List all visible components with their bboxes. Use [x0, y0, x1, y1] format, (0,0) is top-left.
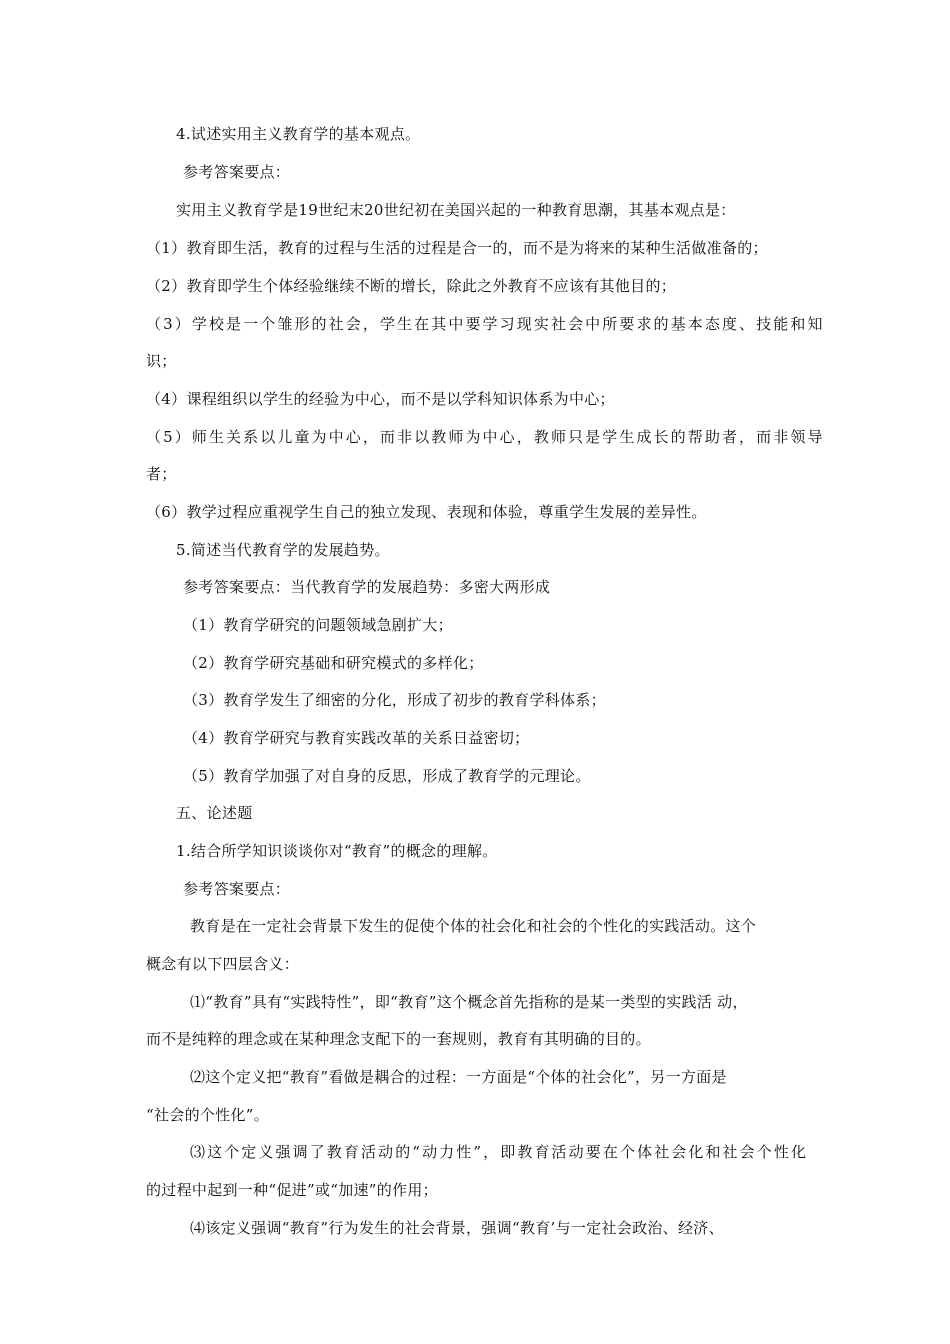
trend-item-4: （4）教育学研究与教育实践改革的关系日益密切； [183, 729, 530, 747]
list-item-1: （1）教育即生活，教育的过程与生活的过程是合一的，而不是为将来的某种生活做准备的； [146, 239, 768, 257]
trend-item-2: （2）教育学研究基础和研究模式的多样化； [183, 654, 484, 672]
answer-key-label: 参考答案要点： [183, 163, 291, 181]
meaning-item-4: ⑷该定义强调“教育”行为发生的社会背景，强调“教育’与一定社会政治、经济、 [190, 1219, 724, 1237]
trend-item-5: （5）教育学加强了对自身的反思，形成了教育学的元理论。 [183, 767, 591, 785]
essay-question-1: 1.结合所学知识谈谈你对“教育”的概念的理解。 [176, 842, 498, 860]
definition-paragraph-continued: 概念有以下四层含义： [146, 955, 300, 973]
meaning-item-2-continued: “社会的个性化”。 [146, 1106, 270, 1124]
answer-key-label: 参考答案要点： [183, 880, 291, 898]
meaning-item-2: ⑵这个定义把“教育”看做是耦合的过程：一方面是“个体的社会化”，另一方面是 [190, 1068, 727, 1086]
question-5-heading: 5.简述当代教育学的发展趋势。 [176, 541, 390, 559]
section-heading: 五、论述题 [176, 804, 253, 822]
paragraph-intro: 实用主义教育学是19世纪末20世纪初在美国兴起的一种教育思潮，其基本观点是： [176, 201, 736, 219]
list-item-3: （3）学校是一个雏形的社会，学生在其中要学习现实社会中所要求的基本态度、技能和知 [146, 315, 825, 333]
definition-paragraph: 教育是在一定社会背景下发生的促使个体的社会化和社会的个性化的实践活动。这个 [190, 917, 757, 935]
list-item-5: （5）师生关系以儿童为中心，而非以教师为中心，教师只是学生成长的帮助者，而非领导 [146, 428, 825, 446]
list-item-4: （4）课程组织以学生的经验为中心，而不是以学科知识体系为中心； [146, 390, 615, 408]
question-4-heading: 4.试述实用主义教育学的基本观点。 [176, 125, 421, 143]
meaning-item-1: ⑴“教育”具有“实践特性”，即“教育”这个概念首先指称的是某一类型的实践活 动， [190, 993, 748, 1011]
answer-key-label: 参考答案要点：当代教育学的发展趋势：多密大两形成 [183, 578, 551, 596]
meaning-item-1-continued: 而不是纯粹的理念或在某种理念支配下的一套规则，教育有其明确的目的。 [146, 1030, 651, 1048]
trend-item-3: （3）教育学发生了细密的分化，形成了初步的教育学科体系； [183, 691, 606, 709]
list-item-6: （6）教学过程应重视学生自己的独立发现、表现和体验，尊重学生发展的差异性。 [146, 503, 707, 521]
meaning-item-3-continued: 的过程中起到一种“促进”或“加速”的作用； [146, 1181, 438, 1199]
list-item-3-continued: 识； [146, 352, 177, 370]
list-item-2: （2）教育即学生个体经验继续不断的增长，除此之外教育不应该有其他目的； [146, 277, 677, 295]
list-item-5-continued: 者； [146, 465, 177, 483]
meaning-item-3: ⑶这个定义强调了教育活动的“动力性”，即教育活动要在个体社会化和社会个性化 [190, 1143, 809, 1161]
trend-item-1: （1）教育学研究的问题领域急剧扩大； [183, 616, 453, 634]
